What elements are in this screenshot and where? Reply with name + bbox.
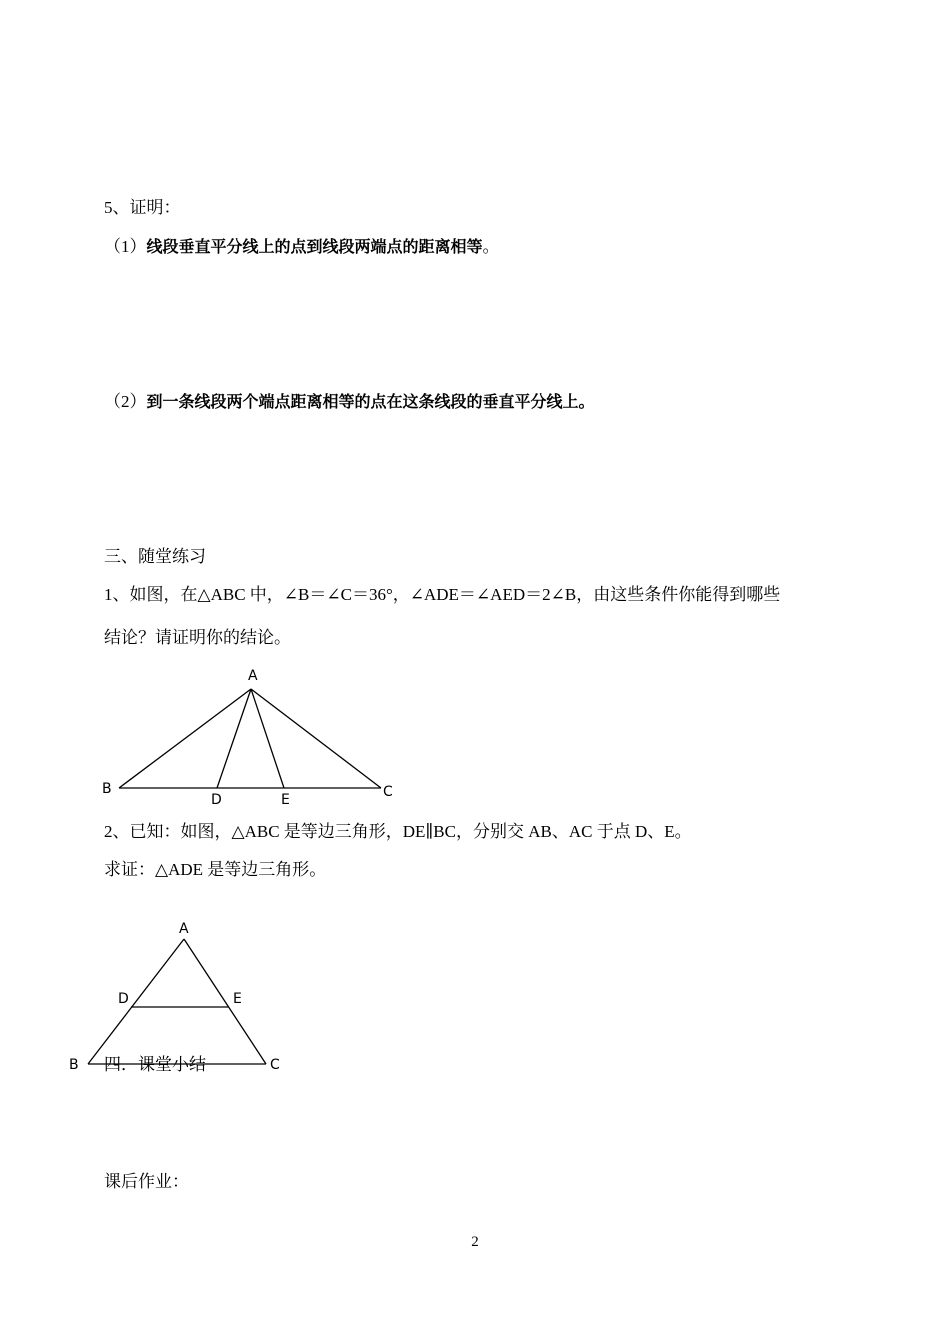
fig2-label-c: C xyxy=(270,1057,280,1073)
question-2-line-1: 2、已知：如图，△ABC 是等边三角形，DE∥BC，分别交 AB、AC 于点 D、E。 xyxy=(104,822,692,841)
section4-heading: 四．课堂小结 xyxy=(104,1055,206,1074)
fig2-label-d: D xyxy=(118,991,129,1007)
proof-item-1-text: 线段垂直平分线上的点到线段两端点的距离相等 xyxy=(146,237,483,256)
fig2-label-e: E xyxy=(233,991,242,1007)
proof-item-1-end: 。 xyxy=(482,237,500,256)
question-1-line-1: 1、如图，在△ABC 中，∠B＝∠C＝36°，∠ADE＝∠AED＝2∠B，由这些条件你能得到哪些 xyxy=(104,585,781,604)
fig1-label-e: E xyxy=(281,792,290,808)
question-1-line-2: 结论？请证明你的结论。 xyxy=(104,628,291,647)
fig1-label-c: C xyxy=(383,784,393,800)
proof-item-1-number: （1） xyxy=(104,237,147,256)
fig1-label-a: A xyxy=(248,668,258,684)
section3-heading: 三、随堂练习 xyxy=(104,547,206,566)
homework-heading: 课后作业： xyxy=(104,1172,189,1191)
fig1-label-d: D xyxy=(211,792,222,808)
figure-1-triangle xyxy=(119,689,381,788)
question-2-line-2: 求证：△ADE 是等边三角形。 xyxy=(104,860,327,879)
page-number: 2 xyxy=(471,1234,479,1250)
section5-heading: 5、证明： xyxy=(104,198,181,217)
proof-item-2-text: 到一条线段两个端点距离相等的点在这条线段的垂直平分线上。 xyxy=(146,392,595,411)
fig2-label-b: B xyxy=(69,1057,79,1073)
fig1-label-b: B xyxy=(102,781,112,797)
proof-item-2-number: （2） xyxy=(104,392,147,411)
fig2-label-a: A xyxy=(179,921,189,937)
